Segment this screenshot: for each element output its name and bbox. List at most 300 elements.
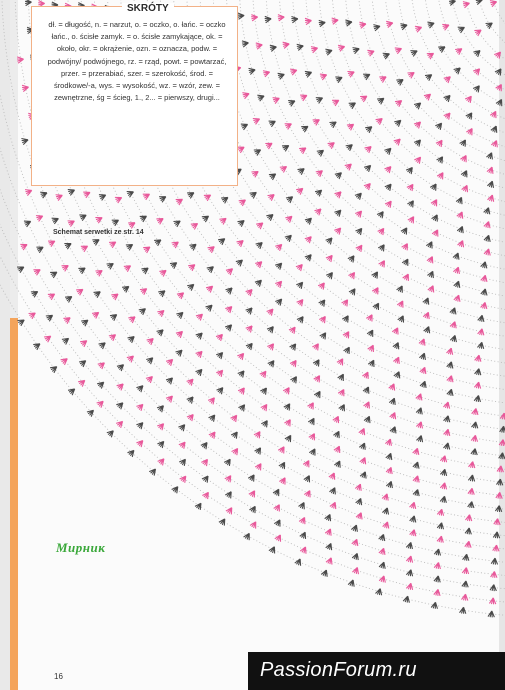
stitch-cluster	[484, 221, 492, 229]
chain-arc	[411, 0, 505, 129]
chain-arc	[305, 0, 505, 234]
stitch-cluster	[284, 121, 293, 130]
stitch-cluster	[407, 70, 416, 79]
stitch-cluster	[402, 258, 411, 267]
stitch-cluster	[396, 77, 405, 86]
stitch-cluster	[389, 383, 397, 391]
stitch-cluster	[453, 252, 461, 260]
stitch-cluster	[314, 207, 323, 216]
stitch-cluster	[367, 48, 375, 56]
stitch-cluster	[471, 448, 478, 455]
stitch-cluster	[55, 192, 63, 200]
stitch-cluster	[438, 44, 447, 53]
stitch-cluster	[406, 542, 414, 550]
stitch-cluster	[326, 542, 334, 550]
stitch-cluster	[157, 422, 166, 431]
stitch-cluster	[468, 501, 475, 508]
stitch-cluster	[318, 281, 327, 290]
stitch-cluster	[495, 83, 504, 92]
stitch-cluster	[416, 421, 424, 429]
stitch-cluster	[225, 474, 234, 483]
stitch-cluster	[474, 395, 482, 403]
stitch-cluster	[394, 118, 403, 127]
stitch-cluster	[159, 268, 168, 277]
stitch-cluster	[442, 22, 450, 30]
stitch-cluster	[146, 336, 155, 345]
stitch-cluster	[413, 475, 421, 483]
stitch-cluster	[360, 93, 369, 102]
stitch-cluster	[65, 294, 74, 303]
stitch-cluster	[240, 122, 248, 130]
stitch-cluster	[186, 395, 195, 404]
stitch-cluster	[296, 43, 304, 51]
stitch-cluster	[378, 259, 387, 268]
stitch-cluster	[249, 190, 258, 199]
stitch-cluster	[126, 242, 135, 251]
stitch-cluster	[481, 302, 489, 310]
stitch-cluster	[206, 284, 215, 293]
stitch-cluster	[285, 434, 294, 443]
stitch-cluster	[25, 0, 32, 6]
stitch-cluster	[219, 216, 228, 225]
stitch-cluster	[157, 308, 166, 317]
stitch-cluster	[187, 412, 196, 421]
stitch-cluster	[253, 147, 262, 156]
stitch-cluster	[363, 400, 371, 408]
stitch-cluster	[237, 351, 246, 360]
stitch-cluster	[245, 306, 254, 315]
stitch-cluster	[246, 341, 255, 350]
stitch-cluster	[44, 334, 53, 343]
stitch-cluster	[202, 491, 211, 500]
stitch-cluster	[419, 352, 427, 360]
stitch-cluster	[138, 306, 147, 315]
stitch-cluster	[437, 508, 445, 516]
stitch-cluster	[296, 298, 305, 307]
stitch-cluster	[127, 334, 136, 343]
stitch-cluster	[48, 291, 57, 300]
stitch-cluster	[334, 460, 342, 468]
stitch-cluster	[487, 194, 495, 202]
stitch-cluster	[127, 354, 136, 363]
stitch-cluster	[428, 285, 436, 293]
stitch-cluster	[243, 532, 252, 541]
stitch-cluster	[397, 299, 406, 308]
stitch-cluster	[427, 255, 435, 263]
stitch-cluster	[143, 244, 152, 253]
stitch-cluster	[339, 403, 348, 412]
stitch-cluster	[277, 71, 285, 79]
stitch-cluster	[356, 512, 364, 520]
stitch-cluster	[320, 72, 328, 80]
stitch-cluster	[407, 182, 416, 191]
stitch-cluster	[156, 216, 165, 225]
stitch-cluster	[410, 529, 418, 537]
stitch-cluster	[321, 569, 329, 577]
stitch-cluster	[459, 138, 468, 147]
stitch-cluster	[278, 445, 287, 454]
stitch-cluster	[402, 273, 411, 282]
stitch-cluster	[373, 23, 381, 31]
stitch-ring	[449, 0, 505, 89]
stitch-cluster	[190, 221, 199, 230]
stitch-cluster	[313, 374, 322, 383]
stitch-cluster	[432, 228, 441, 237]
stitch-cluster	[392, 326, 401, 335]
stitch-cluster	[491, 558, 498, 565]
stitch-cluster	[463, 0, 471, 8]
stitch-cluster	[285, 214, 294, 223]
stitch-cluster	[140, 286, 149, 295]
stitch-cluster	[437, 535, 445, 543]
stitch-cluster	[252, 116, 260, 124]
stitch-cluster	[279, 461, 288, 470]
stitch-cluster	[273, 503, 282, 512]
stitch-cluster	[389, 397, 397, 405]
stitch-cluster	[225, 490, 234, 499]
stitch-cluster	[109, 239, 118, 248]
stitch-cluster	[299, 145, 308, 154]
stitch-cluster	[491, 125, 499, 133]
stitch-cluster	[497, 465, 504, 472]
stitch-cluster	[177, 290, 186, 299]
stitch-cluster	[499, 439, 505, 446]
stitch-cluster	[410, 515, 418, 523]
stitch-cluster	[434, 548, 442, 556]
stitch-cluster	[393, 356, 401, 364]
stitch-cluster	[386, 20, 394, 28]
stitch-cluster	[303, 459, 312, 468]
stitch-cluster	[92, 237, 101, 246]
stitch-cluster	[106, 261, 115, 270]
stitch-cluster	[410, 48, 419, 57]
stitch-cluster	[319, 331, 328, 340]
stitch-cluster	[24, 219, 32, 227]
stitch-ring	[305, 0, 505, 234]
stitch-cluster	[335, 74, 343, 82]
stitch-cluster	[465, 541, 472, 548]
stitch-cluster	[67, 187, 75, 195]
stitch-cluster	[216, 386, 225, 395]
stitch-cluster	[83, 190, 91, 198]
stitch-cluster	[76, 287, 85, 296]
stitch-cluster	[477, 342, 485, 350]
stitch-cluster	[493, 531, 500, 538]
stitch-cluster	[226, 506, 235, 515]
stitch-cluster	[487, 166, 495, 174]
stitch-cluster	[449, 0, 457, 6]
stitch-cluster	[80, 243, 89, 252]
diagram-caption: Schemat serwetki ze str. 14	[53, 229, 144, 236]
stitch-cluster	[348, 271, 357, 280]
stitch-cluster	[352, 566, 360, 574]
stitch-cluster	[331, 17, 338, 24]
stitch-cluster	[242, 91, 250, 99]
stitch-cluster	[349, 287, 358, 296]
stitch-cluster	[275, 533, 284, 542]
stitch-cluster	[248, 67, 256, 75]
stitch-cluster	[237, 218, 246, 227]
stitch-cluster	[426, 240, 435, 249]
stitch-cluster	[460, 154, 469, 163]
page-number: 16	[54, 672, 63, 681]
stitch-cluster	[188, 262, 197, 271]
stitch-cluster	[333, 415, 342, 424]
stitch-cluster	[400, 22, 408, 30]
stitch-cluster	[481, 275, 489, 283]
stitch-cluster	[268, 118, 277, 127]
stitch-cluster	[63, 315, 72, 324]
stitch-cluster	[364, 415, 372, 423]
stitch-cluster	[466, 111, 475, 120]
stitch-cluster	[359, 442, 367, 450]
stitch-cluster	[462, 580, 469, 587]
stitch-cluster	[269, 171, 278, 180]
stitch-cluster	[427, 270, 435, 278]
stitch-cluster	[319, 315, 328, 324]
stitch-cluster	[395, 98, 404, 107]
stitch-cluster	[484, 248, 492, 256]
stitch-cluster	[368, 359, 377, 368]
stitch-cluster	[386, 452, 394, 460]
stitch-cluster	[335, 170, 344, 179]
stitch-cluster	[431, 602, 439, 610]
stitch-cluster	[415, 24, 423, 32]
stitch-cluster	[201, 213, 210, 222]
stitch-cluster	[457, 225, 465, 233]
stitch-cluster	[291, 16, 298, 23]
stitch-cluster	[337, 373, 346, 382]
stitch-cluster	[406, 555, 414, 563]
stitch-cluster	[384, 164, 393, 173]
stitch-cluster	[491, 139, 499, 147]
stitch-cluster	[300, 546, 308, 554]
stitch-cluster	[454, 280, 462, 288]
stitch-cluster	[218, 236, 227, 245]
stitch-cluster	[420, 366, 428, 374]
stitch-cluster	[430, 182, 439, 191]
stitch-cluster	[111, 217, 120, 226]
stitch-cluster	[275, 242, 284, 251]
stitch-cluster	[367, 329, 376, 338]
stitch-cluster	[311, 45, 319, 53]
stitch-cluster	[295, 558, 303, 566]
stitch-cluster	[17, 317, 26, 326]
stitch-cluster	[304, 69, 312, 77]
stitch-cluster	[93, 289, 102, 298]
stitch-cluster	[17, 264, 26, 273]
stitch-cluster	[209, 430, 218, 439]
stitch-cluster	[366, 313, 375, 322]
stitch-cluster	[111, 291, 120, 300]
stitch-cluster	[382, 493, 390, 501]
stitch-cluster	[490, 584, 497, 591]
chain-arc	[252, 0, 505, 287]
stitch-cluster	[386, 480, 394, 488]
stitch-cluster	[396, 284, 405, 293]
stitch-cluster	[299, 516, 308, 525]
chain-arc	[239, 0, 505, 300]
stitch-cluster	[334, 445, 343, 454]
stitch-cluster	[51, 216, 60, 225]
stitch-cluster	[379, 547, 387, 555]
stitch-cluster	[216, 368, 225, 377]
chain-arc	[450, 0, 505, 89]
stitch-cluster	[423, 297, 431, 305]
stitch-cluster	[431, 213, 440, 222]
stitch-cluster	[278, 14, 285, 21]
stitch-cluster	[204, 192, 213, 201]
stitch-cluster	[315, 168, 324, 177]
stitch-cluster	[290, 359, 299, 368]
stitch-cluster	[81, 318, 90, 327]
stitch-cluster	[159, 194, 168, 203]
stitch-cluster	[364, 144, 373, 153]
stitch-cluster	[490, 0, 498, 7]
chain-arc	[226, 0, 505, 313]
stitch-cluster	[325, 236, 334, 245]
stitch-cluster	[409, 501, 417, 509]
stitch-cluster	[457, 211, 465, 219]
stitch-ring	[398, 0, 505, 142]
abbreviations-title: SKRÓTY	[122, 3, 174, 14]
stitch-cluster	[250, 520, 259, 529]
stitch-cluster	[97, 380, 106, 389]
stitch-cluster	[330, 501, 338, 509]
stitch-cluster	[423, 311, 431, 319]
stitch-cluster	[115, 195, 124, 204]
stitch-cluster	[475, 0, 483, 5]
stitch-cluster	[484, 234, 492, 242]
stitch-cluster	[248, 473, 257, 482]
stitch-cluster	[375, 588, 383, 596]
stitch-cluster	[22, 84, 30, 92]
stitch-cluster	[454, 294, 462, 302]
stitch-cluster	[368, 344, 377, 353]
stitch-cluster	[50, 364, 59, 373]
stitch-cluster	[414, 138, 423, 147]
stitch-cluster	[274, 518, 283, 527]
stitch-cluster	[413, 447, 421, 455]
stitch-cluster	[157, 404, 166, 413]
stitch-cluster	[382, 51, 390, 59]
stitch-cluster	[371, 270, 380, 279]
stitch-cluster	[474, 27, 483, 36]
stitch-cluster	[284, 418, 293, 427]
stitch-cluster	[80, 338, 89, 347]
stitch-cluster	[362, 371, 371, 380]
stitch-cluster	[434, 589, 442, 597]
stitch-cluster	[490, 110, 499, 119]
stitch-cluster	[403, 595, 411, 603]
stitch-cluster	[355, 497, 363, 505]
stitch-cluster	[348, 579, 356, 587]
stitch-cluster	[408, 215, 417, 224]
stitch-cluster	[494, 518, 501, 525]
stitch-cluster	[461, 594, 468, 601]
stitch-cluster	[385, 438, 393, 446]
stitch-cluster	[254, 446, 263, 455]
stitch-cluster	[189, 242, 198, 251]
stitch-cluster	[355, 483, 363, 491]
stitch-cluster	[329, 119, 338, 128]
stitch-cluster	[473, 67, 482, 76]
stitch-cluster	[496, 492, 503, 499]
chain-arc	[371, 0, 505, 168]
stitch-cluster	[389, 411, 397, 419]
stitch-cluster	[461, 169, 470, 178]
stitch-cluster	[305, 17, 312, 24]
stitch-cluster	[285, 233, 294, 242]
stitch-cluster	[154, 237, 163, 246]
stitch-cluster	[267, 325, 276, 334]
stitch-cluster	[249, 505, 258, 514]
stitch-cluster	[283, 386, 292, 395]
stitch-cluster	[95, 215, 104, 224]
stitch-cluster	[414, 155, 423, 164]
stitch-cluster	[173, 218, 182, 227]
stitch-cluster	[48, 238, 57, 247]
stitch-cluster	[260, 386, 269, 395]
stitch-cluster	[461, 184, 469, 192]
stitch-ring	[424, 0, 505, 116]
stitch-cluster	[139, 213, 148, 222]
stitch-cluster	[383, 521, 391, 529]
stitch-cluster	[304, 474, 313, 483]
stitch-cluster	[263, 69, 271, 77]
stitch-cluster	[312, 342, 321, 351]
stitch-cluster	[447, 388, 455, 396]
stitch-cluster	[122, 284, 131, 293]
stitch-cluster	[107, 429, 116, 438]
stitch-cluster	[344, 162, 353, 171]
stitch-cluster	[355, 226, 364, 235]
stitch-cluster	[355, 209, 364, 218]
stitch-cluster	[261, 419, 270, 428]
stitch-cluster	[301, 124, 310, 133]
stitch-cluster	[360, 456, 368, 464]
stitch-cluster	[345, 19, 353, 27]
stitch-cluster	[126, 189, 135, 198]
stitch-cluster	[36, 244, 45, 253]
stitch-cluster	[343, 346, 352, 355]
stitch-ring	[371, 0, 505, 168]
stitch-cluster	[141, 265, 150, 274]
site-watermark-link[interactable]: PassionForum.ru	[260, 659, 417, 681]
stitch-cluster	[373, 302, 382, 311]
stitch-cluster	[450, 335, 458, 343]
stitch-cluster	[401, 226, 410, 235]
stitch-cluster	[385, 182, 394, 191]
stitch-cluster	[62, 336, 71, 345]
stitch-cluster	[170, 260, 179, 269]
stitch-cluster	[288, 98, 296, 106]
stitch-cluster	[365, 124, 374, 133]
stitch-cluster	[261, 403, 270, 412]
stitch-cluster	[269, 545, 278, 554]
stitch-cluster	[79, 212, 88, 221]
stitch-cluster	[264, 16, 271, 23]
stitch-cluster	[495, 67, 504, 76]
stitch-cluster	[468, 488, 475, 495]
stitch-cluster	[265, 141, 274, 150]
stitch-cluster	[481, 288, 489, 296]
stitch-cluster	[257, 93, 265, 101]
chain-arc	[424, 0, 505, 116]
stitch-cluster	[473, 48, 482, 57]
stitch-cluster	[96, 399, 105, 408]
stitch-cluster	[61, 263, 70, 272]
